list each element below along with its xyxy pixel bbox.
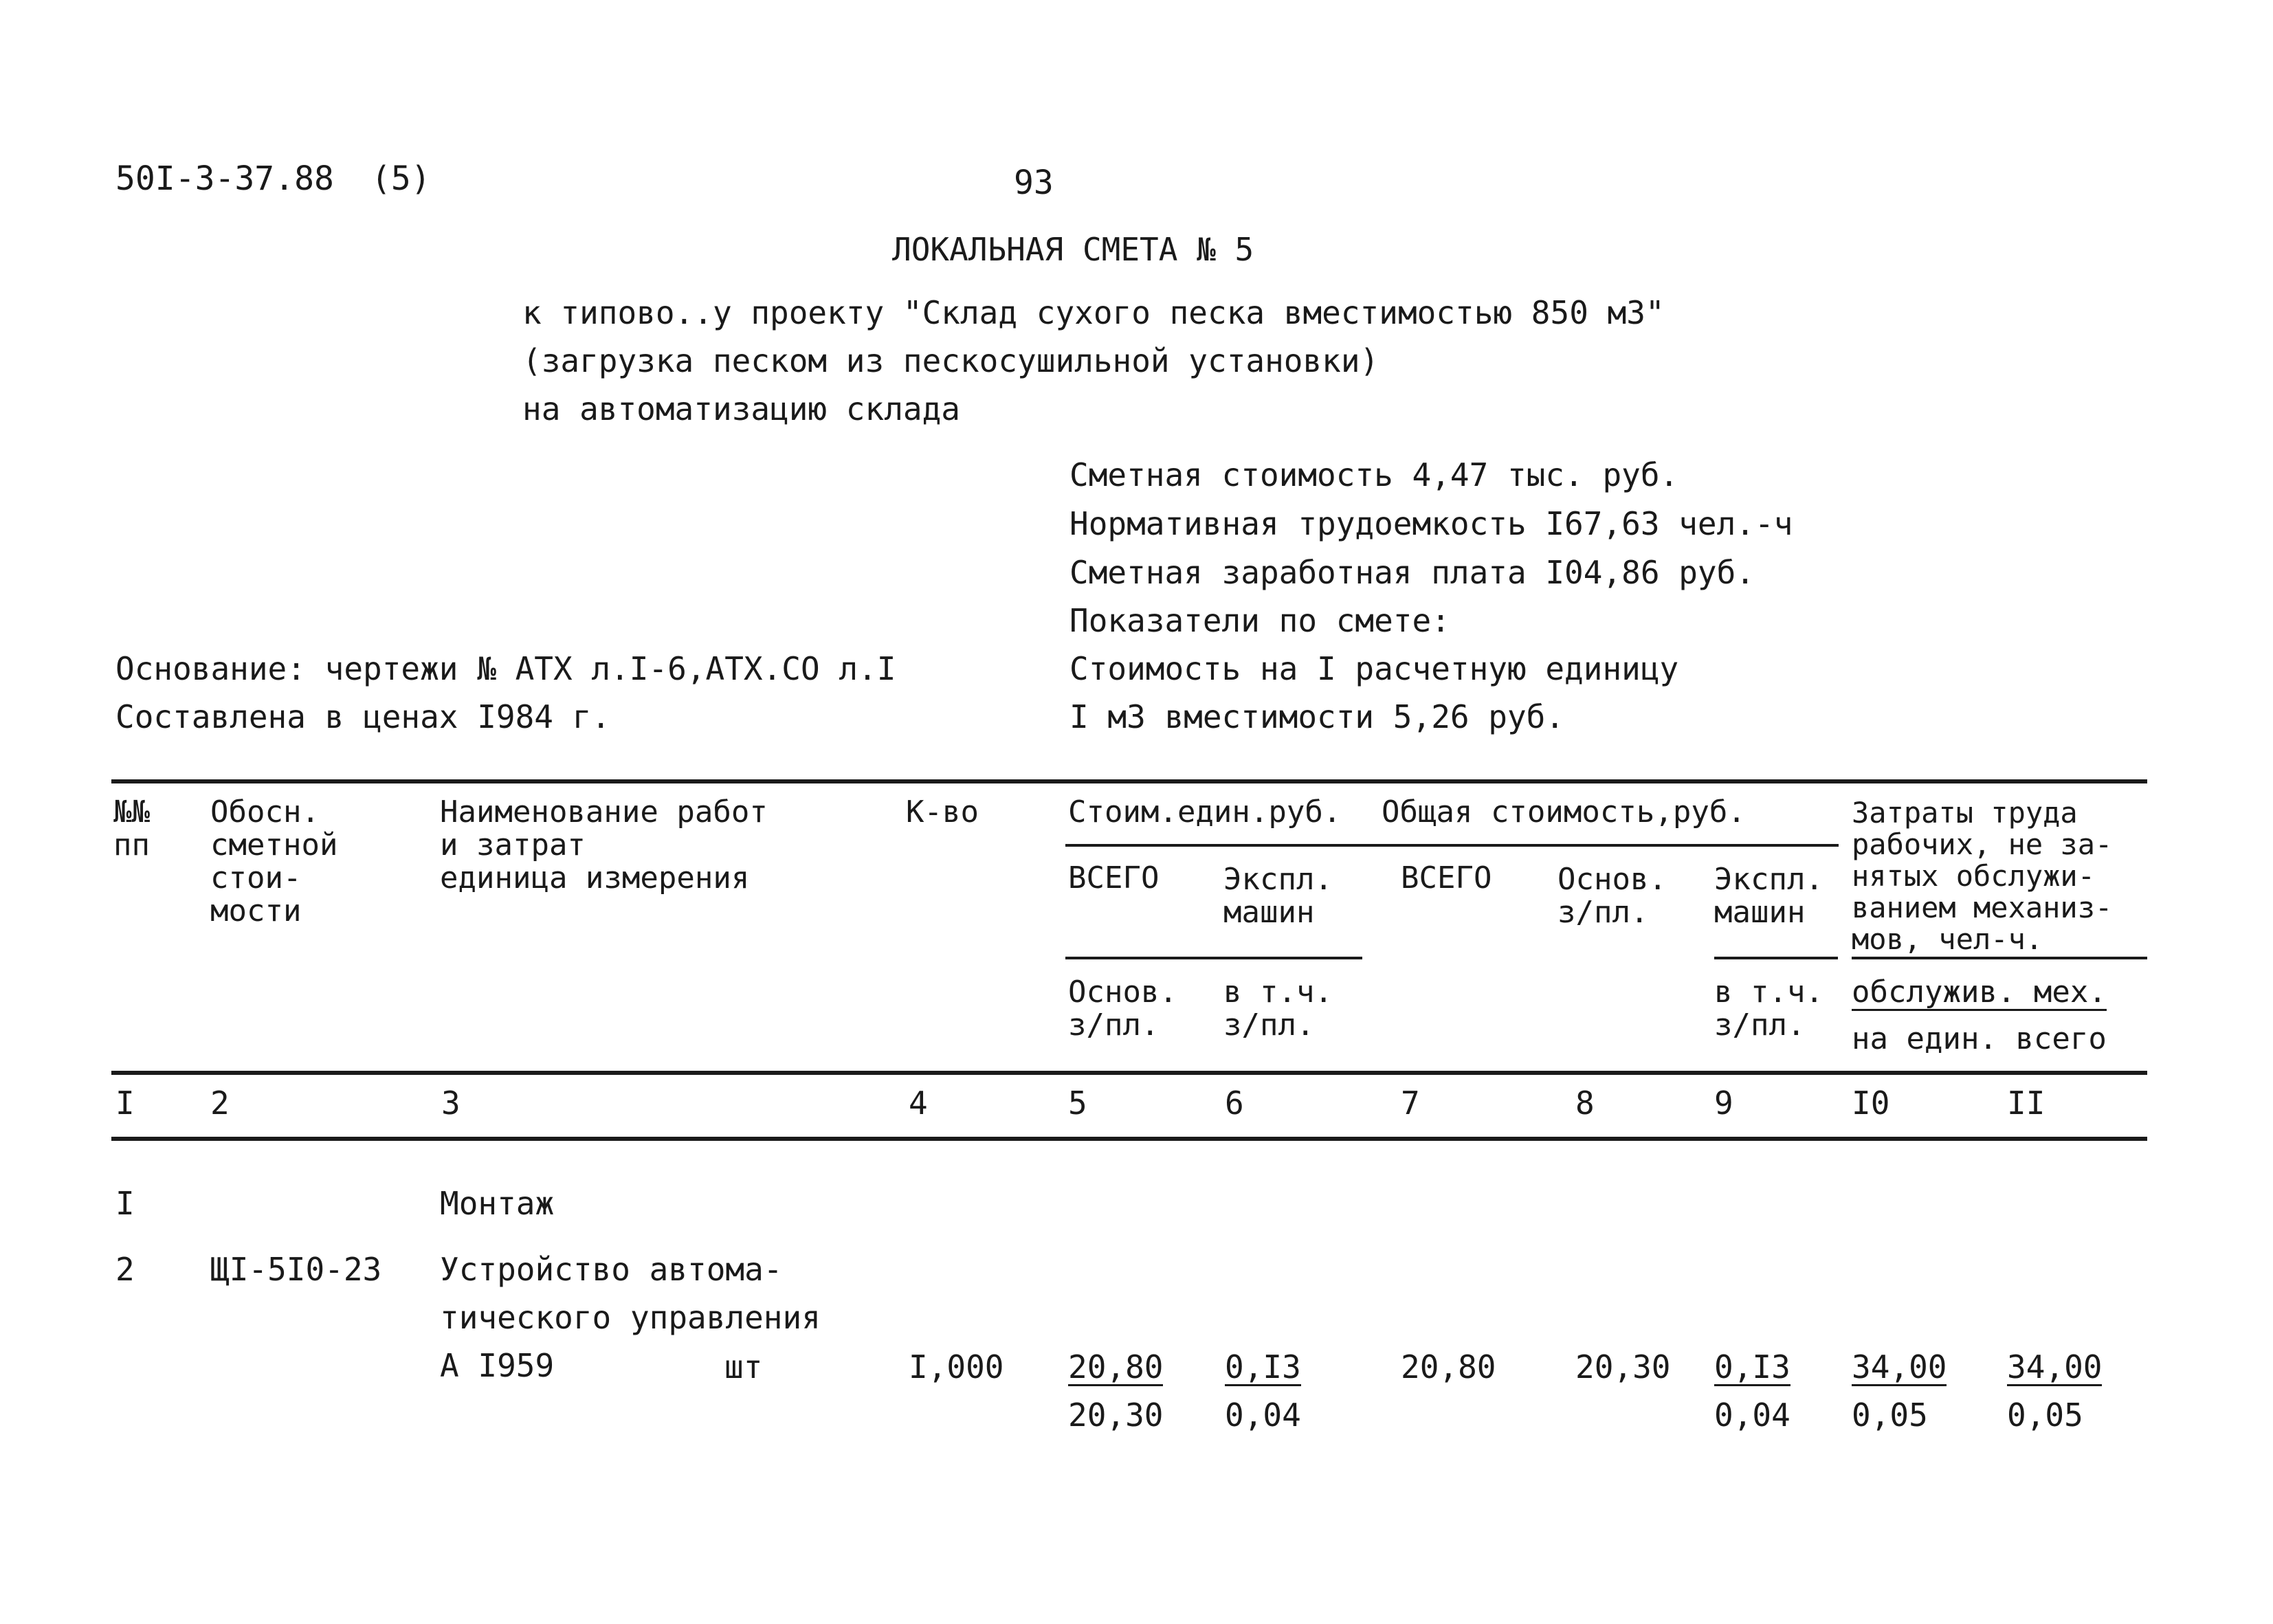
header-unit-incl-wages: в т.ч. з/пл. bbox=[1223, 975, 1333, 1043]
header-work-name: Наименование работ и затрат единица измерения bbox=[440, 794, 768, 896]
labor-sub-rule bbox=[1852, 957, 2147, 959]
header-total-cost: Общая стоимость,руб. bbox=[1382, 794, 1746, 830]
labor-service-per-unit: 0,05 bbox=[1852, 1397, 1928, 1434]
row-work-name-line-3: А I959 bbox=[440, 1347, 555, 1384]
header-number: №№ пп bbox=[113, 794, 150, 863]
unit-cost-sub-rule bbox=[1065, 957, 1362, 959]
header-quantity: К-во bbox=[906, 794, 979, 830]
estimate-title: ЛОКАЛЬНАЯ СМЕТА № 5 bbox=[892, 231, 1254, 268]
column-number: I bbox=[115, 1084, 135, 1122]
document-part: (5) bbox=[371, 159, 431, 198]
header-labor-unit-total: на един. всего bbox=[1852, 1021, 2107, 1056]
summary-indicators: Показатели по смете: bbox=[1069, 602, 1450, 639]
summary-wages: Сметная заработная плата I04,86 руб. bbox=[1069, 554, 1755, 591]
row-quantity: I,000 bbox=[909, 1348, 1004, 1386]
document-code: 50I-3-37.88 bbox=[115, 159, 334, 198]
subtitle-line-3: на автоматизацию склада bbox=[522, 390, 960, 427]
column-number: 4 bbox=[909, 1084, 928, 1122]
column-number: I0 bbox=[1852, 1084, 1890, 1122]
unit-cost-machine-wages: 0,04 bbox=[1225, 1397, 1301, 1434]
column-number: 7 bbox=[1401, 1084, 1420, 1122]
summary-cost: Сметная стоимость 4,47 тыс. руб. bbox=[1069, 456, 1679, 493]
labor-per-unit: 34,00 bbox=[1852, 1348, 1947, 1386]
column-number: 2 bbox=[210, 1084, 230, 1122]
total-cost-machine-wages: 0,04 bbox=[1714, 1397, 1790, 1434]
column-number: 5 bbox=[1068, 1084, 1087, 1122]
subtitle-line-2: (загрузка песком из пескосушильной установки) bbox=[522, 342, 1379, 379]
column-number: 8 bbox=[1575, 1084, 1595, 1122]
header-labor-service: обслужив. мех. bbox=[1852, 975, 2107, 1010]
row-work-name-line-2: тического управления bbox=[440, 1299, 821, 1336]
row-number: I bbox=[115, 1185, 135, 1222]
basis-drawings: Основание: чертежи № АТХ л.I-6,АТХ.СО л.I bbox=[115, 650, 896, 687]
header-unit-all: ВСЕГО bbox=[1068, 860, 1160, 896]
row-basis-code: ЩI-5I0-23 bbox=[210, 1251, 382, 1288]
subtitle-line-1: к типово..у проекту "Склад сухого песка вместимостью 850 м3" bbox=[522, 294, 1665, 331]
basis-prices: Составлена в ценах I984 г. bbox=[115, 698, 611, 735]
header-unit-machines: Экспл. машин bbox=[1223, 862, 1333, 930]
unit-cost-machines: 0,I3 bbox=[1225, 1348, 1301, 1386]
header-total-all: ВСЕГО bbox=[1401, 860, 1492, 896]
column-number: 9 bbox=[1714, 1084, 1733, 1122]
table-top-rule bbox=[111, 779, 2147, 783]
header-total-incl-wages: в т.ч. з/пл. bbox=[1714, 975, 1823, 1043]
header-labor: Затраты труда рабочих, не за- нятых обслужи- ванием механиз- мов, чел-ч. bbox=[1852, 796, 2113, 956]
header-bottom-rule bbox=[111, 1071, 2147, 1075]
column-numbers-rule bbox=[111, 1137, 2147, 1141]
summary-unit-cost: Стоимость на I расчетную единицу bbox=[1069, 650, 1679, 687]
header-unit-cost: Стоим.един.руб. bbox=[1068, 794, 1342, 830]
row-unit: шт bbox=[724, 1348, 763, 1386]
section-name: Монтаж bbox=[440, 1185, 555, 1222]
column-number: 3 bbox=[441, 1084, 461, 1122]
header-basis: Обосн. сметной стои- мости bbox=[210, 794, 338, 928]
summary-labor: Нормативная трудоемкость I67,63 чел.-ч bbox=[1069, 505, 1793, 542]
total-mach-sub-rule bbox=[1714, 957, 1838, 959]
total-cost-machines: 0,I3 bbox=[1714, 1348, 1790, 1386]
header-unit-wages: Основ. з/пл. bbox=[1068, 975, 1177, 1043]
total-cost-all: 20,80 bbox=[1401, 1348, 1496, 1386]
header-total-machines: Экспл. машин bbox=[1714, 862, 1823, 930]
summary-per-volume: I м3 вместимости 5,26 руб. bbox=[1069, 698, 1565, 735]
header-total-wages: Основ. з/пл. bbox=[1557, 862, 1667, 930]
total-cost-wages: 20,30 bbox=[1575, 1348, 1671, 1386]
unit-cost-wages: 20,30 bbox=[1068, 1397, 1164, 1434]
column-number: II bbox=[2007, 1084, 2045, 1122]
row-number: 2 bbox=[115, 1251, 135, 1288]
labor-service-total: 0,05 bbox=[2007, 1397, 2083, 1434]
labor-total: 34,00 bbox=[2007, 1348, 2103, 1386]
column-number: 6 bbox=[1225, 1084, 1244, 1122]
cost-header-rule bbox=[1065, 844, 1839, 847]
page-number: 93 bbox=[1014, 164, 1054, 202]
unit-cost-all: 20,80 bbox=[1068, 1348, 1164, 1386]
row-work-name-line-1: Устройство автома- bbox=[440, 1251, 783, 1288]
